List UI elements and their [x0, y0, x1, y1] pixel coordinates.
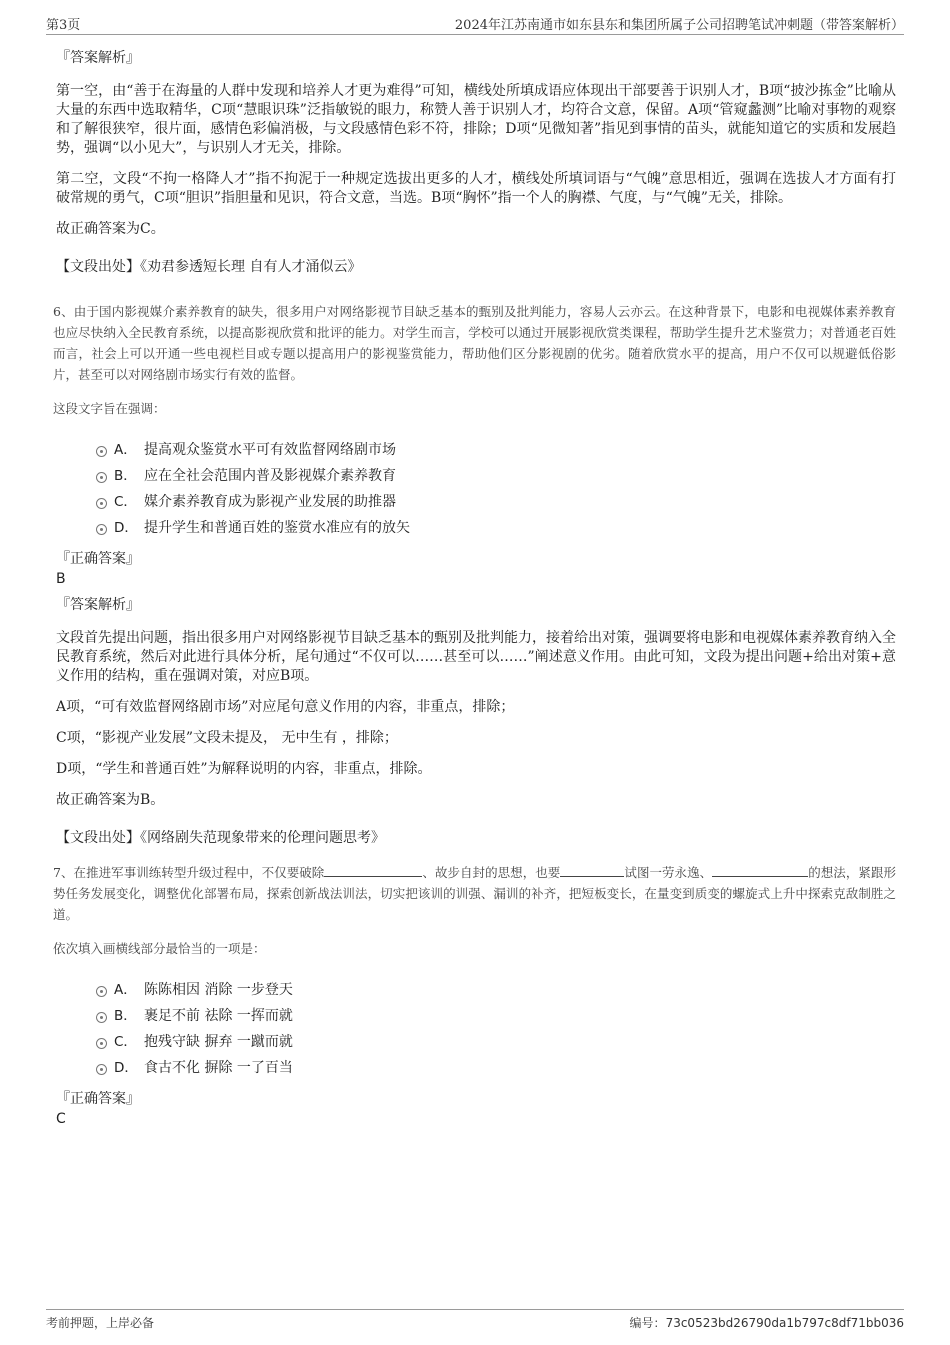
option-letter: C．: [114, 494, 137, 510]
document-code: [630, 1314, 904, 1331]
option-text: 应在全社会范围内普及影视媒介素养教育: [144, 468, 396, 484]
option-letter: D．: [114, 520, 138, 536]
fill-blank-3: [712, 862, 808, 877]
analysis-heading: 『答案解析』: [56, 597, 140, 613]
analysis-paragraph: C项，“影视产业发展”文段未提及， 无中生有 ，排除；: [56, 730, 398, 746]
analysis-paragraph: 文段首先提出问题，指出很多用户对网络影视节目缺乏基本的甄别及批判能力，接着给出对策，强调要将电影和电视媒体素养教育纳入全民教育系统，然后对此进行具体分析，尾句通过“不仅可以……甚至可以……”阐述意义作用。由此可知，文段为提出问题+给出对策+意义作用的结构，重在强调对策，对应B项。: [56, 630, 896, 684]
option-letter: B．: [114, 468, 137, 484]
option-text: 提升学生和普通百姓的鉴赏水准应有的放矢: [144, 520, 410, 536]
document-title: 2024年江苏南通市如东县东和集团所属子公司招聘笔试冲刺题（带答案解析）: [454, 18, 904, 33]
option-a[interactable]: [94, 979, 896, 1005]
option-text: 陈陈相因 消除 一步登天: [144, 982, 293, 998]
footer-slogan: 考前押题，上岸必备: [46, 1316, 155, 1330]
option-c[interactable]: [94, 491, 896, 517]
correct-answer-heading: 『正确答案』: [56, 551, 140, 567]
question-6-text: 6、由于国内影视媒介素养教育的缺失，很多用户对网络影视节目缺乏基本的甄别及批判能力，容易人云亦云。在这种背景下，电影和电视媒体素养教育也应尽快纳入全民教育系统，以提高影视欣赏和批评的能力。对学生而言，学校可以通过开展影视欣赏类课程，帮助学生提升艺术鉴赏力；对普通老百姓而言，社会上可以开通一些电视栏目或专题以提高用户的影视鉴赏能力，帮助他们区分影视剧的优劣。随着欣赏水平的提高，用户不仅可以规避低俗影片，甚至可以对网络剧市场实行有效的监督。: [53, 304, 896, 382]
analysis-heading: 『答案解析』: [56, 50, 140, 66]
question-text-part: 、故步自封的思想，也要: [422, 865, 561, 880]
analysis-paragraph: D项，“学生和普通百姓”为解释说明的内容，非重点，排除。: [56, 761, 432, 777]
radio-button-icon[interactable]: [96, 1064, 107, 1075]
page-content: [53, 44, 896, 1129]
analysis-conclusion: 故正确答案为B。: [56, 792, 165, 808]
question-6-options: [94, 439, 896, 543]
option-text: 媒介素养教育成为影视产业发展的助推器: [144, 494, 396, 510]
page-header: [46, 10, 904, 35]
option-letter: C．: [114, 1034, 137, 1050]
passage-source: 【文段出处】《网络剧失范现象带来的伦理问题思考》: [56, 830, 385, 846]
correct-answer-heading: 『正确答案』: [56, 1091, 140, 1107]
passage-source: 【文段出处】《劝君参透短长理 自有人才涌似云》: [56, 259, 362, 275]
radio-button-icon[interactable]: [96, 472, 107, 483]
question-6-prompt: 这段文字旨在强调：: [53, 401, 166, 416]
radio-button-icon[interactable]: [96, 1038, 107, 1049]
option-d[interactable]: [94, 517, 896, 543]
option-letter: A．: [114, 982, 137, 998]
radio-button-icon[interactable]: [96, 446, 107, 457]
question-text-part: 7、在推进军事训练转型升级过程中，不仅要破除: [53, 865, 325, 880]
correct-answer: C: [56, 1111, 66, 1127]
option-c[interactable]: [94, 1031, 896, 1057]
radio-button-icon[interactable]: [96, 986, 107, 997]
option-letter: D．: [114, 1060, 138, 1076]
option-d[interactable]: [94, 1057, 896, 1083]
radio-button-icon[interactable]: [96, 1012, 107, 1023]
fill-blank-2: [560, 862, 624, 877]
question-text-part: 的想法，紧跟形势任务发展变化，调整优化部署布局，探索创新战法训法，切实把该训的训强、漏训的补齐，把短板变长，在量变到质变的螺旋式上升中探索克敌制胜之道。: [53, 865, 896, 922]
option-text: 食古不化 摒除 一了百当: [144, 1060, 293, 1076]
option-text: 裹足不前 祛除 一挥而就: [144, 1008, 293, 1024]
analysis-paragraph: A项，“可有效监督网络剧市场”对应尾句意义作用的内容，非重点，排除；: [56, 699, 515, 715]
analysis-conclusion: 故正确答案为C。: [56, 221, 165, 237]
option-a[interactable]: [94, 439, 896, 465]
analysis-paragraph: 第一空，由“善于在海量的人群中发现和培养人才更为难得”可知，横线处所填成语应体现出干部要善于识别人才，B项“披沙拣金”比喻从大量的东西中选取精华，C项“慧眼识珠”泛指敏锐的眼力，称赞人善于识别人才，均符合文意，保留。A项“管窥蠡测”比喻对事物的观察和了解很狭窄，很片面，感情色彩偏消极，与文段感情色彩不符，排除；D项“见微知著”指见到事情的苗头，就能知道它的实质和发展趋势，强调“以小见大”，与识别人才无关，排除。: [56, 83, 896, 156]
option-letter: A．: [114, 442, 137, 458]
question-7-options: [94, 979, 896, 1083]
analysis-paragraph: 第二空，文段“不拘一格降人才”指不拘泥于一种规定选拔出更多的人才，横线处所填词语与“气魄”意思相近，强调在选拔人才方面有打破常规的勇气，C项“胆识”指胆量和见识，符合文意，当选。B项“胸怀”指一个人的胸襟、气度，与“气魄”无关，排除。: [56, 171, 896, 206]
option-letter: B．: [114, 1008, 137, 1024]
option-b[interactable]: [94, 465, 896, 491]
correct-answer: B: [56, 571, 66, 587]
radio-button-icon[interactable]: [96, 498, 107, 509]
option-text: 抱残守缺 摒弃 一蹴而就: [144, 1034, 293, 1050]
question-text-part: 试图一劳永逸、: [624, 865, 713, 880]
code-label: 编号：: [629, 1316, 666, 1330]
radio-button-icon[interactable]: [96, 524, 107, 535]
code-value: 73c0523bd26790da1b797c8df71bb036: [665, 1316, 904, 1330]
fill-blank-1: [324, 862, 422, 877]
page-number: 第3页: [46, 18, 81, 33]
option-b[interactable]: [94, 1005, 896, 1031]
page-footer: [46, 1309, 904, 1334]
option-text: 提高观众鉴赏水平可有效监督网络剧市场: [144, 442, 396, 458]
question-7-prompt: 依次填入画横线部分最恰当的一项是：: [53, 941, 266, 956]
question-7-text: [53, 862, 896, 925]
